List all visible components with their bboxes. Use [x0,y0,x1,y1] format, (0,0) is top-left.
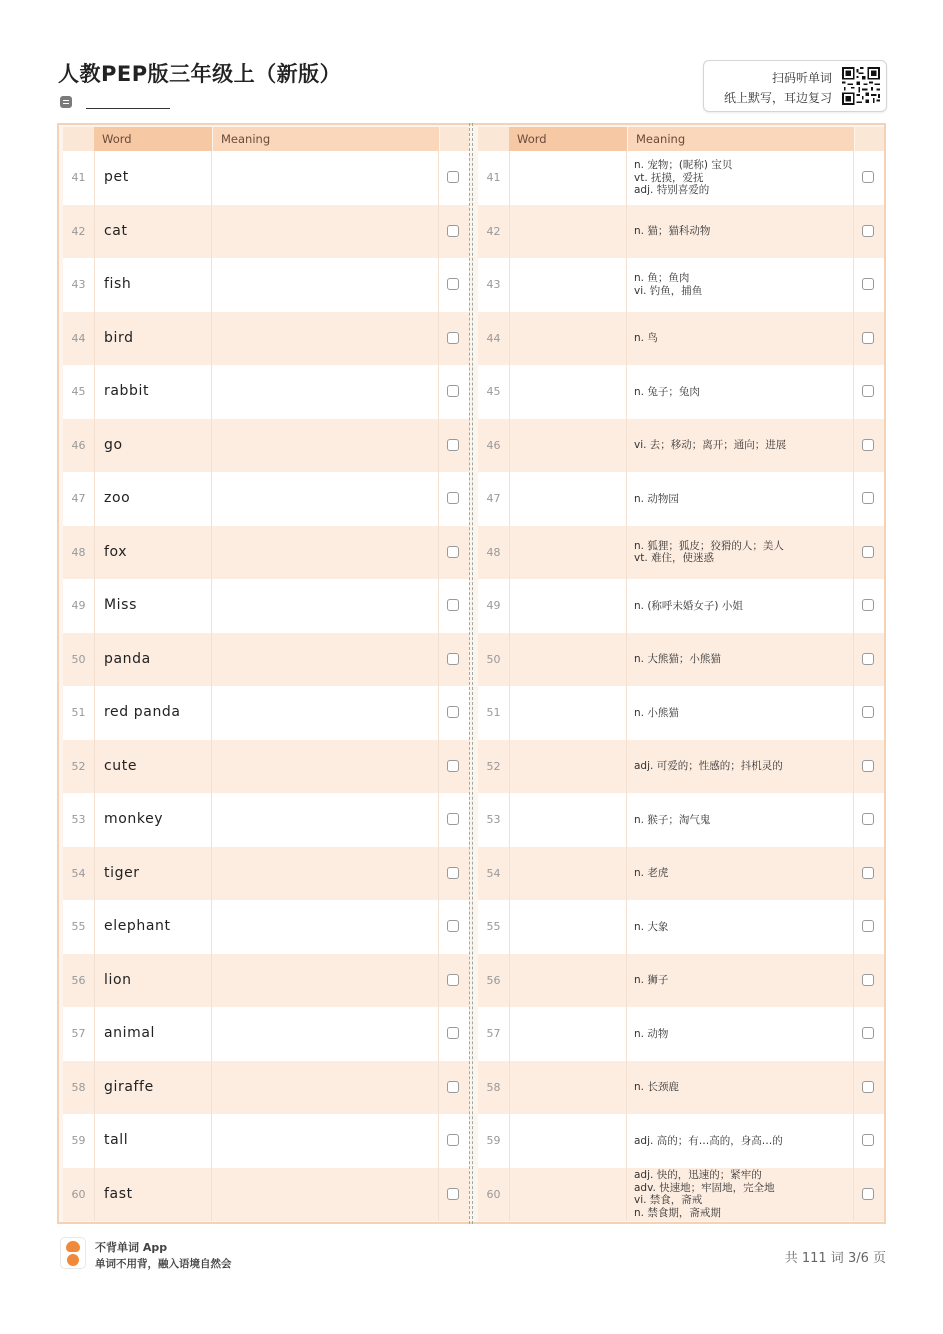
word-blank [509,847,627,901]
table-row [478,900,884,954]
row-number: 44 [71,331,86,345]
checkbox-icon[interactable] [447,278,459,290]
table-row [63,365,469,419]
word-blank [509,312,627,366]
row-number: 56 [486,973,501,987]
calendar-icon [60,96,72,108]
word-text: elephant [94,900,212,954]
checkbox-icon[interactable] [862,278,874,290]
table-row [63,847,469,901]
checkbox-icon[interactable] [862,439,874,451]
word-text: tiger [94,847,212,901]
fold-divider [469,123,473,1224]
meaning-line: n. 狐狸；狐皮；狡猾的人；美人 [634,539,784,552]
row-number: 53 [71,813,86,826]
meaning-text [628,151,854,205]
row-number: 46 [486,438,501,452]
row-number: 59 [486,1134,501,1147]
word-text: lion [94,954,212,1008]
meaning-line: n. 猫；猫科动物 [634,225,711,237]
table-row [478,1114,884,1168]
word-blank [509,954,627,1008]
table-row [478,526,884,580]
meaning-line: n. (称呼未婚女子) 小姐 [634,599,743,612]
row-number: 49 [71,599,86,612]
date-blank-line [86,108,170,109]
table-row [478,365,884,419]
row-number: 57 [71,1027,86,1040]
meaning-blank [213,419,439,473]
table-row [63,205,469,259]
table-row [63,312,469,366]
meaning-text [628,1061,854,1115]
row-number: 47 [486,492,501,505]
table-row [63,151,469,205]
table-row [63,1007,469,1061]
row-number: 43 [486,278,501,291]
checkbox-icon[interactable] [862,920,874,932]
checkbox-icon[interactable] [862,1188,874,1200]
app-slogan: 单词不用背，融入语境自然会 [95,1258,232,1270]
row-number: 43 [71,278,86,291]
word-text: fish [94,258,212,312]
meaning-blank [213,1061,439,1115]
meaning-text [628,365,854,419]
meaning-blank [213,1007,439,1061]
word-blank [509,472,627,526]
checkbox-icon[interactable] [447,813,459,825]
word-blank [509,1168,627,1222]
meaning-blank [213,526,439,580]
meaning-text [628,1007,854,1061]
word-text: bird [94,312,212,366]
meaning-text [628,258,854,312]
practice-column [63,127,469,1221]
table-row [478,258,884,312]
table-row [478,847,884,901]
meaning-blank [213,686,439,740]
meaning-line: n. 鱼；鱼肉 [634,272,690,285]
meaning-blank [213,847,439,901]
page-title: 人教PEP版三年级上（新版） [58,62,342,86]
word-blank [509,526,627,580]
checkbox-icon[interactable] [862,171,874,183]
table-row [478,793,884,847]
word-blank [509,740,627,794]
row-number: 58 [486,1080,501,1094]
word-text: tall [94,1114,212,1168]
checkbox-icon[interactable] [447,867,459,879]
row-number: 52 [71,759,86,773]
meaning-blank [213,740,439,794]
meaning-line: adj. 快的，迅速的；紧牢的 [634,1169,762,1182]
row-number: 44 [486,331,501,345]
table-row [478,312,884,366]
word-blank [509,579,627,633]
page-info: 共 111 词 3/6 页 [784,1251,886,1266]
row-number: 53 [486,813,501,826]
meaning-line: vi. 禁食，斋戒 [634,1194,703,1207]
meaning-text [628,740,854,794]
meaning-text [628,312,854,366]
word-text: rabbit [94,365,212,419]
row-number: 57 [486,1027,501,1040]
meaning-blank [213,1168,439,1222]
table-row [63,900,469,954]
table-row [478,472,884,526]
word-text: zoo [94,472,212,526]
meaning-line: vi. 钓鱼，捕鱼 [634,284,703,297]
checkbox-icon[interactable] [862,867,874,879]
meaning-line: n. 小熊猫 [634,706,679,719]
meaning-line: vt. 抚摸，爱抚 [634,171,704,184]
checkbox-icon[interactable] [447,1027,459,1039]
meaning-line: n. 大象 [634,920,669,933]
table-row [63,633,469,687]
meaning-text [628,847,854,901]
app-logo [60,1237,86,1269]
word-text: cute [94,740,212,794]
meaning-line: n. 鸟 [634,332,658,344]
table-row [63,258,469,312]
qr-code-icon[interactable] [842,67,880,105]
table-row [63,419,469,473]
meaning-line: n. 动物 [634,1027,669,1040]
row-number: 42 [486,224,501,238]
word-text: cat [94,205,212,259]
checkbox-icon[interactable] [447,599,459,611]
table-row [63,686,469,740]
table-row [478,205,884,259]
table-row [63,740,469,794]
checkbox-icon[interactable] [862,225,874,237]
meaning-line: adv. 快速地；牢固地，完全地 [634,1181,775,1194]
word-blank [509,633,627,687]
meaning-line: adj. 特别喜爱的 [634,184,710,196]
word-blank [509,151,627,205]
meaning-text [628,419,854,473]
table-row [478,419,884,473]
checkbox-icon[interactable] [447,492,459,504]
meaning-blank [213,954,439,1008]
meaning-text [628,633,854,687]
row-number: 46 [71,438,86,452]
checkbox-icon[interactable] [447,171,459,183]
meaning-text [628,686,854,740]
table-row [63,579,469,633]
checkbox-icon[interactable] [862,653,874,665]
checkbox-icon[interactable] [447,385,459,397]
row-number: 54 [486,866,501,880]
checkbox-icon[interactable] [862,974,874,986]
checkbox-icon[interactable] [447,706,459,718]
checkbox-icon[interactable] [862,706,874,718]
meaning-text [628,900,854,954]
word-text: pet [94,151,212,205]
table-row [478,1061,884,1115]
checkbox-icon[interactable] [447,653,459,665]
checkbox-icon[interactable] [447,920,459,932]
row-number: 42 [71,224,86,238]
word-blank [509,205,627,259]
checkbox-icon[interactable] [862,546,874,558]
meaning-line: n. 兔子；兔肉 [634,385,700,398]
row-number: 50 [486,652,501,666]
row-number: 41 [71,171,86,184]
meaning-text [628,954,854,1008]
meaning-line: n. 猴子；淘气鬼 [634,813,711,826]
date-field [58,95,178,111]
checkbox-icon[interactable] [862,1134,874,1146]
checkbox-icon[interactable] [862,385,874,397]
word-blank [509,1061,627,1115]
word-text: fox [94,526,212,580]
table-row [63,1168,469,1222]
header-meaning: Meaning [628,127,854,151]
header-meaning: Meaning [213,127,439,151]
word-blank [509,258,627,312]
meaning-text [628,793,854,847]
table-row [478,579,884,633]
checkbox-icon[interactable] [447,1134,459,1146]
row-number: 55 [71,920,86,933]
app-name: 不背单词 App [95,1241,168,1254]
word-text: red panda [94,686,212,740]
word-text: Miss [94,579,212,633]
row-number: 51 [486,706,501,719]
checkbox-icon[interactable] [862,492,874,504]
meaning-blank [213,793,439,847]
table-header [478,127,884,151]
checkbox-icon[interactable] [447,760,459,772]
word-text: monkey [94,793,212,847]
table-row [478,633,884,687]
meaning-text [628,579,854,633]
checkbox-icon[interactable] [862,813,874,825]
checkbox-icon[interactable] [862,1081,874,1093]
table-row [478,1168,884,1222]
word-text: animal [94,1007,212,1061]
meaning-line: n. 长颈鹿 [634,1081,679,1093]
meaning-blank [213,579,439,633]
row-number: 56 [71,973,86,987]
checkbox-icon[interactable] [447,1081,459,1093]
meaning-line: n. 动物园 [634,492,679,505]
meaning-blank [213,900,439,954]
answer-column [478,127,884,1221]
meaning-blank [213,633,439,687]
meaning-line: n. 宠物；(昵称) 宝贝 [634,159,733,171]
table-row [63,1061,469,1115]
word-blank [509,1007,627,1061]
checkbox-icon[interactable] [862,1027,874,1039]
meaning-text [628,472,854,526]
meaning-line: adj. 可爱的；性感的；抖机灵的 [634,760,783,772]
row-number: 59 [71,1134,86,1147]
row-number: 60 [71,1187,86,1201]
row-number: 48 [486,545,501,559]
checkbox-icon[interactable] [862,332,874,344]
meaning-blank [213,1114,439,1168]
meaning-text [628,205,854,259]
table-row [63,1114,469,1168]
row-number: 45 [486,385,501,398]
meaning-text [628,1114,854,1168]
row-number: 55 [486,920,501,933]
meaning-blank [213,365,439,419]
table-row [63,472,469,526]
word-blank [509,793,627,847]
checkbox-icon[interactable] [447,332,459,344]
word-blank [509,419,627,473]
row-number: 50 [71,652,86,666]
meaning-blank [213,151,439,205]
checkbox-icon[interactable] [862,599,874,611]
meaning-blank [213,472,439,526]
checkbox-icon[interactable] [447,225,459,237]
table-row [478,686,884,740]
checkbox-icon[interactable] [447,439,459,451]
table-row [478,954,884,1008]
row-number: 48 [71,545,86,559]
word-text: panda [94,633,212,687]
row-number: 58 [71,1080,86,1094]
meaning-line: n. 老虎 [634,867,669,879]
word-blank [509,365,627,419]
meaning-line: n. 禁食期，斋戒期 [634,1206,721,1219]
table-row [478,151,884,205]
table-row [478,740,884,794]
header-word: Word [509,127,627,151]
row-number: 54 [71,866,86,880]
meaning-blank [213,258,439,312]
meaning-line: n. 狮子 [634,974,669,986]
qr-caption-1: 扫码听单词 [771,71,832,85]
table-row [63,954,469,1008]
row-number: 45 [71,385,86,398]
meaning-text [628,1168,854,1222]
meaning-line: vt. 难住，使迷惑 [634,552,715,565]
word-blank [509,900,627,954]
row-number: 51 [71,706,86,719]
table-row [63,526,469,580]
word-text: giraffe [94,1061,212,1115]
row-number: 41 [486,171,501,184]
word-blank [509,1114,627,1168]
checkbox-icon[interactable] [447,1188,459,1200]
header-word: Word [94,127,212,151]
meaning-text [628,526,854,580]
row-number: 60 [486,1187,501,1201]
table-row [478,1007,884,1061]
checkbox-icon[interactable] [862,760,874,772]
row-number: 49 [486,599,501,612]
row-number: 52 [486,759,501,773]
word-text: go [94,419,212,473]
table-row [63,793,469,847]
meaning-line: vi. 去；移动；离开；通向；进展 [634,439,787,451]
checkbox-icon[interactable] [447,974,459,986]
meaning-line: n. 大熊猫；小熊猫 [634,653,721,665]
meaning-line: adj. 高的；有…高的，身高…的 [634,1134,783,1147]
checkbox-icon[interactable] [447,546,459,558]
word-text: fast [94,1168,212,1222]
qr-caption-2: 纸上默写，耳边复习 [723,91,832,105]
row-number: 47 [71,492,86,505]
qr-panel [703,60,887,112]
table-header [63,127,469,151]
meaning-blank [213,312,439,366]
word-blank [509,686,627,740]
meaning-blank [213,205,439,259]
